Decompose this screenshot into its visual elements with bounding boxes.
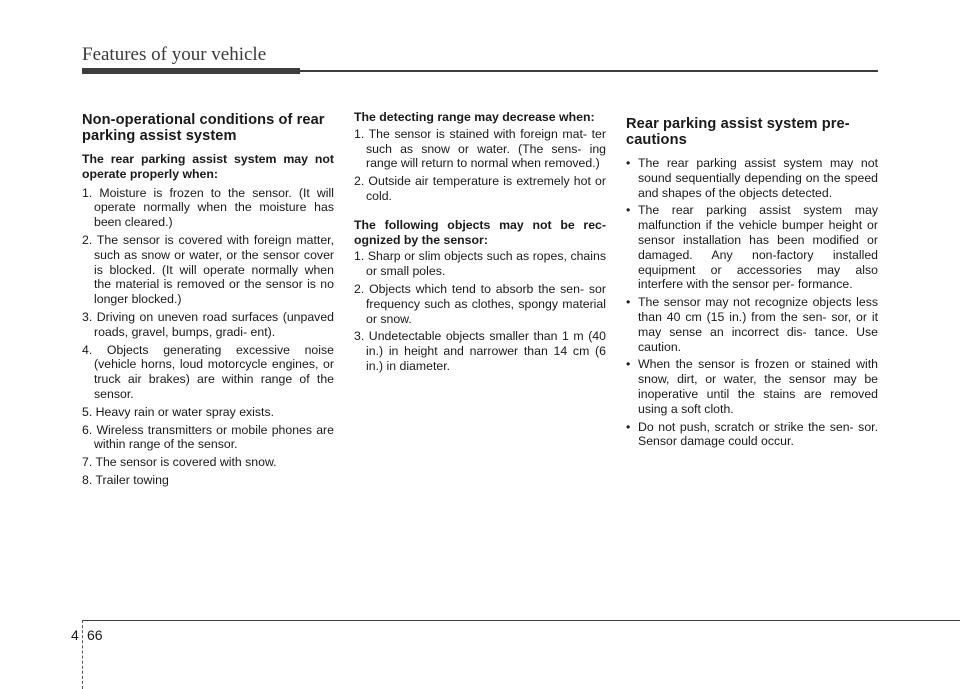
list-item-text: The rear parking assist system may not sound sequentially depending on the speed and shapes of the objects detected.	[638, 156, 878, 200]
bullet-icon: •	[626, 295, 631, 310]
header-rule-thin	[300, 70, 878, 72]
list-item-text: When the sensor is frozen or stained with snow, dirt, or water, the sensor may be inoperative until the stains are removed using a soft cloth.	[638, 357, 878, 416]
list-precautions	[626, 156, 878, 449]
list-item: 2. Outside air temperature is extremely hot or cold.	[354, 174, 606, 203]
heading-precautions: Rear parking assist system pre- cautions	[626, 116, 850, 148]
list-item: 2. The sensor is covered with foreign matter, such as snow or water, or the sensor cover is blocked. (It will operate normally when the material is removed or the sensor is no longer blocked.)	[82, 232, 334, 307]
list-item	[626, 420, 878, 450]
list-item: 5. Heavy rain or water spray exists.	[82, 404, 275, 419]
bullet-icon: •	[626, 156, 631, 170]
list-item	[626, 357, 878, 416]
list-item	[626, 156, 878, 200]
intro-may-not-operate: The rear parking assist system may not operate properly when:	[82, 152, 334, 181]
list-range-decrease	[354, 127, 606, 204]
column-non-operational	[82, 112, 334, 491]
list-item: 4. Objects generating excessive noise (vehicle horns, loud motorcycle engines, or truck air brakes) are within range of the sensor.	[82, 342, 334, 401]
list-item-text: The sensor may not recognize objects less than 40 cm (15 in.) from the sen- sor, or it may sense an incorrect dis- tance. Use caution.	[638, 295, 878, 354]
list-item: 1. Moisture is frozen to the sensor. (It will operate normally when the moisture has been cleared.)	[82, 185, 334, 230]
list-item: 8. Trailer towing	[82, 472, 169, 487]
footer-page-number: 66	[87, 627, 103, 643]
list-item: 3. Driving on uneven road surfaces (unpaved roads, gravel, bumps, gradi- ent).	[82, 309, 334, 339]
list-item	[626, 295, 878, 354]
footer-section-number: 4	[71, 627, 79, 643]
header-rule-thick	[82, 68, 300, 74]
list-item	[626, 203, 878, 292]
list-item-text: Do not push, scratch or strike the sen- sor. Sensor damage could occur.	[638, 419, 878, 449]
bullet-icon: •	[626, 419, 631, 434]
intro-not-recognized: The following objects may not be rec- ognized by the sensor:	[354, 217, 606, 247]
column-precautions	[626, 112, 878, 452]
list-item: 7. The sensor is covered with snow.	[82, 455, 277, 470]
footer-divider	[82, 620, 83, 689]
bullet-icon: •	[626, 357, 631, 372]
heading-non-operational: Non-operational conditions of rear parking assist system	[82, 112, 325, 144]
list-not-recognized	[354, 249, 606, 373]
header-title: Features of your vehicle	[82, 44, 267, 65]
list-item: 1. Sharp or slim objects such as ropes, chains or small poles.	[354, 249, 606, 279]
list-item: 2. Objects which tend to absorb the sen- sor frequency such as clothes, spongy material or snow.	[354, 281, 606, 326]
list-item: 6. Wireless transmitters or mobile phones are within range of the sensor.	[82, 422, 334, 452]
footer-rule	[82, 620, 960, 621]
list-item-text: The rear parking assist system may malfunction if the vehicle bumper height or sensor installation has been modified or damaged. Any non-factory installed equipment or accessories may also interfere with the sensor per- formance.	[638, 203, 878, 292]
column-detecting-range	[354, 110, 606, 377]
list-non-operational	[82, 186, 334, 488]
bullet-icon: •	[626, 203, 631, 218]
list-item: 3. Undetectable objects smaller than 1 m (40 in.) in height and narrower than 14 cm (6 in.) in diameter.	[354, 329, 606, 373]
list-item: 1. The sensor is stained with foreign mat- ter such as snow or water. (The sens- ing range will return to normal when removed.)	[354, 126, 606, 171]
intro-range-decrease: The detecting range may decrease when:	[354, 110, 595, 124]
